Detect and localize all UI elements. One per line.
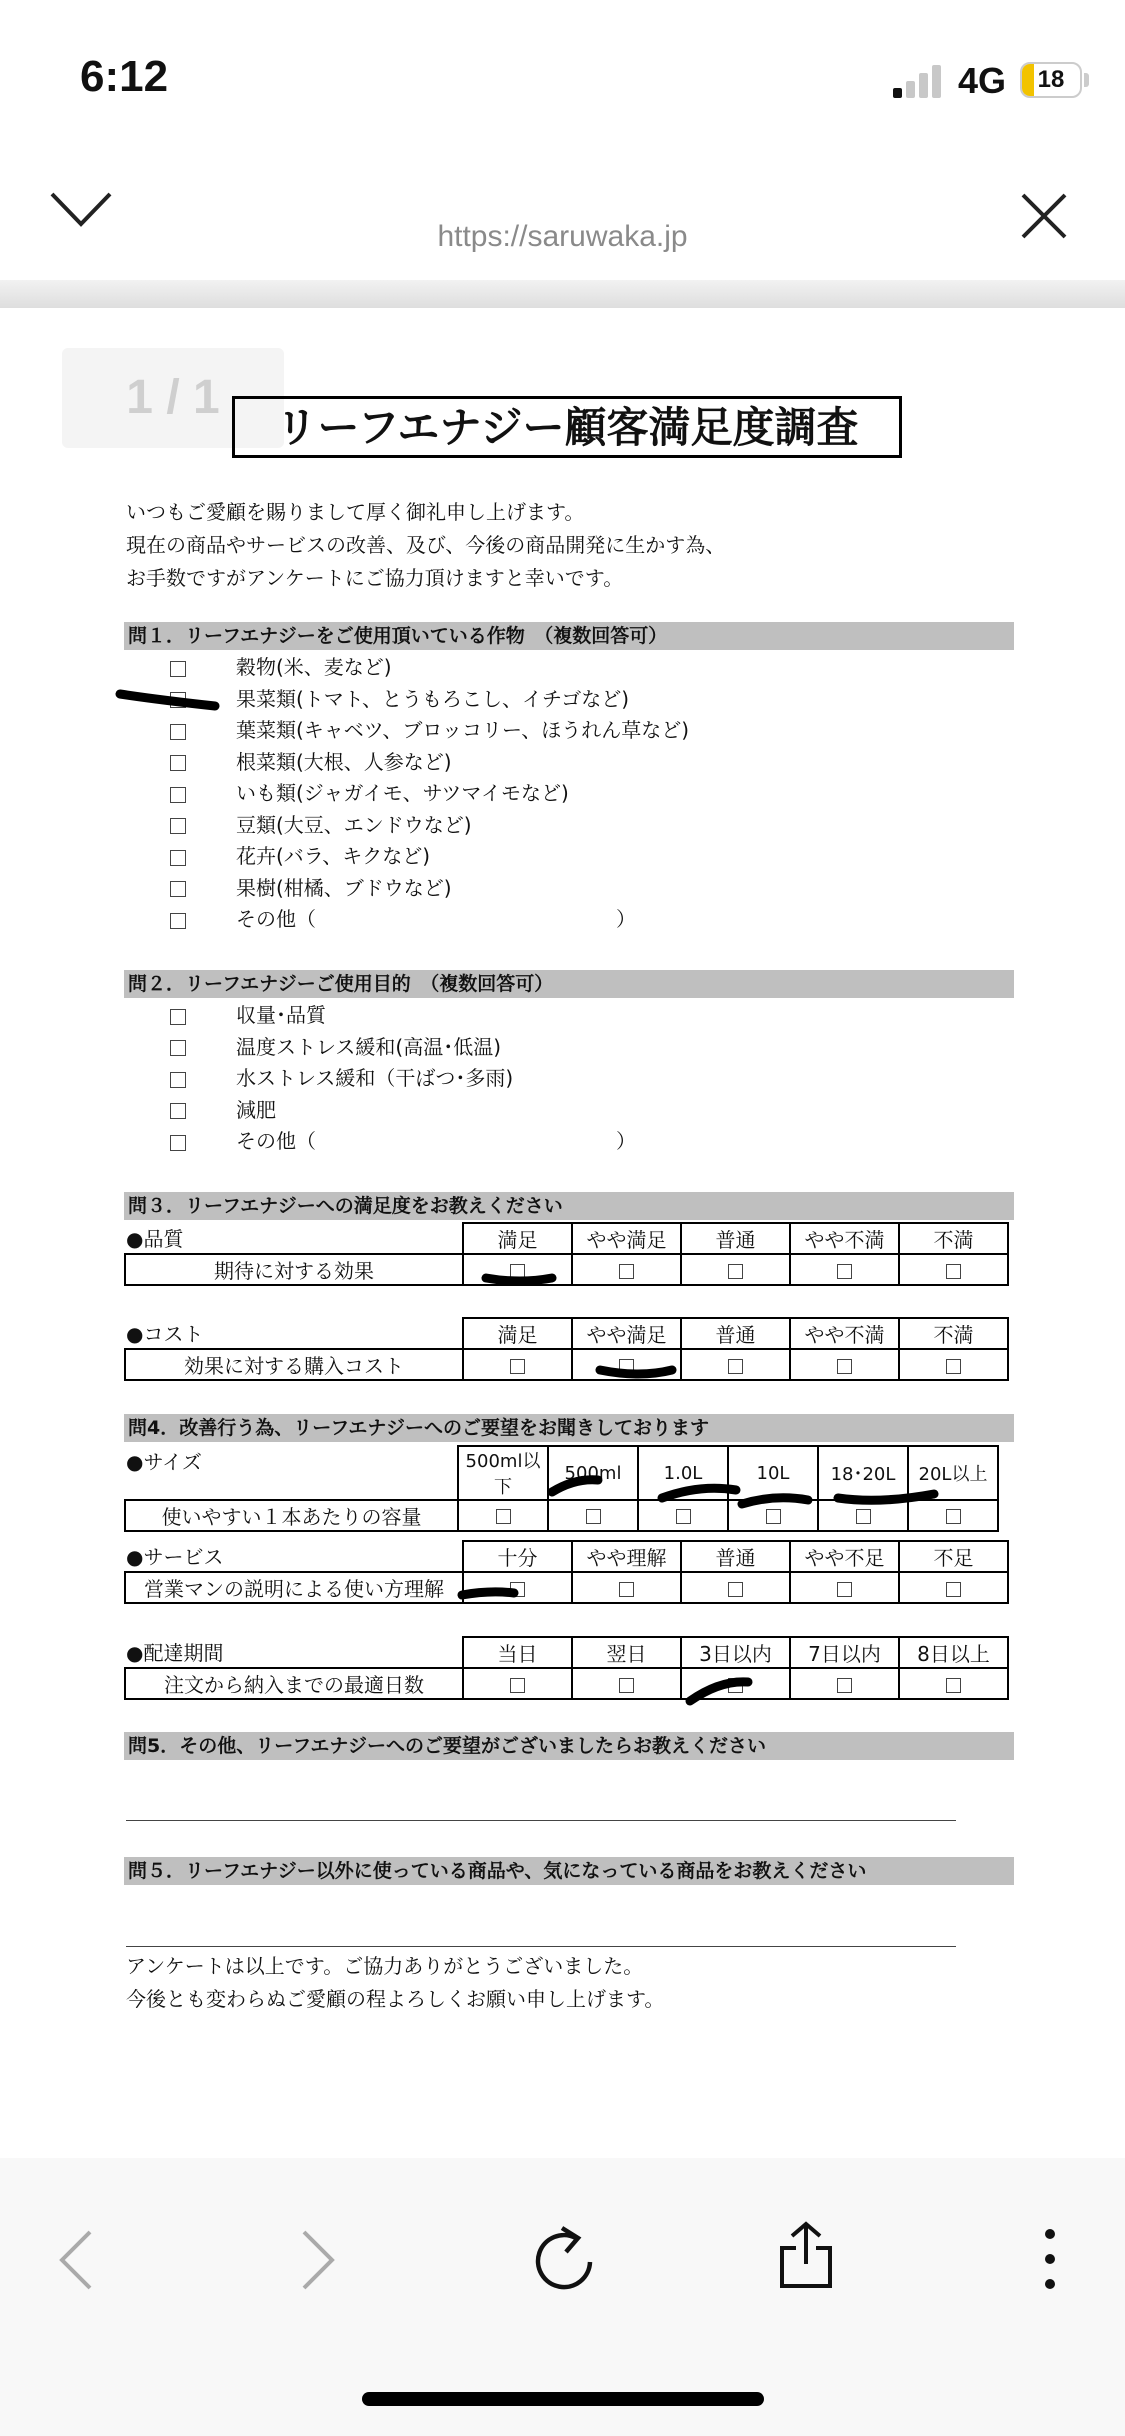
column-header: 普通 (681, 1318, 790, 1349)
browser-header (0, 160, 1125, 280)
column-header: 十分 (463, 1541, 572, 1572)
column-header: やや不足 (790, 1541, 899, 1572)
column-header: 20L以上 (908, 1446, 998, 1500)
column-header: 3日以内 (681, 1637, 790, 1668)
column-header: やや不満 (790, 1318, 899, 1349)
list-item[interactable]: 温度ストレス緩和(高温･低温) (170, 1032, 636, 1064)
column-header: 1.0L (638, 1446, 728, 1500)
list-item[interactable]: 果菜類(トマト、とうもろこし、イチゴなど) (170, 684, 689, 716)
page-indicator: 1 / 1 (62, 348, 284, 448)
row-label: 営業マンの説明による使い方理解 (125, 1572, 463, 1603)
row-label: 期待に対する効果 (125, 1254, 463, 1285)
service-section: ●サービス (126, 1545, 224, 1569)
document-title: リーフエナジー顧客満足度調査 (232, 396, 902, 458)
cost-section: ●コスト (126, 1322, 204, 1346)
list-item[interactable]: いも類(ジャガイモ、サツマイモなど) (170, 778, 689, 810)
header-separator (0, 280, 1125, 308)
q3-heading: 問３．リーフエナジーへの満足度をお教えください (124, 1192, 1014, 1220)
share-icon[interactable] (776, 2220, 836, 2292)
back-icon[interactable] (56, 2228, 96, 2292)
reload-icon[interactable] (532, 2224, 596, 2292)
closing-line: アンケートは以上です。ご協力ありがとうございました。 (126, 1954, 644, 1978)
row-label: 効果に対する購入コスト (125, 1349, 463, 1380)
list-item[interactable]: 根菜類(大根、人参など) (170, 747, 689, 779)
column-header: 不満 (899, 1318, 1008, 1349)
column-header: 18･20L (818, 1446, 908, 1500)
column-header: 7日以内 (790, 1637, 899, 1668)
list-item[interactable]: 穀物(米、麦など) (170, 652, 689, 684)
list-item[interactable]: 果樹(柑橘、ブドウなど) (170, 873, 689, 905)
more-icon[interactable] (1042, 2226, 1058, 2292)
list-item[interactable]: その他（ ） (170, 904, 689, 936)
column-header: 満足 (463, 1318, 572, 1349)
size-section: ●サイズ (126, 1450, 202, 1474)
q4-heading: 問4．改善行う為、リーフエナジーへのご要望をお聞きしております (124, 1414, 1014, 1442)
column-header: 8日以上 (899, 1637, 1008, 1668)
q5b-heading: 問５．リーフエナジー以外に使っている商品や、気になっている商品をお教えください (124, 1857, 1014, 1885)
column-header: 翌日 (572, 1637, 681, 1668)
handwritten-marks (0, 308, 1125, 2158)
q1-heading: 問１．リーフエナジーをご使用頂いている作物 （複数回答可） (124, 622, 1014, 650)
column-header: 不足 (899, 1541, 1008, 1572)
forward-icon[interactable] (298, 2228, 338, 2292)
column-header: 普通 (681, 1223, 790, 1254)
q2-heading: 問２．リーフエナジーご使用目的 （複数回答可） (124, 970, 1014, 998)
list-item[interactable]: 豆類(大豆、エンドウなど) (170, 810, 689, 842)
column-header: 10L (728, 1446, 818, 1500)
list-item[interactable]: 水ストレス緩和（干ばつ･多雨) (170, 1063, 636, 1095)
list-item[interactable]: 葉菜類(キャベツ、ブロッコリー、ほうれん草など) (170, 715, 689, 747)
url-text[interactable]: https://saruwaka.jp (437, 220, 688, 253)
intro-line: 現在の商品やサービスの改善、及び、今後の商品開発に生かす為、 (126, 533, 726, 557)
status-bar (0, 0, 1125, 160)
battery-level: 18 (1037, 66, 1065, 93)
intro-line: いつもご愛顧を賜りまして厚く御礼申し上げます。 (126, 500, 585, 524)
list-item[interactable]: 減肥 (170, 1095, 636, 1127)
q5a-heading: 問5．その他、リーフエナジーへのご要望がございましたらお教えください (124, 1732, 1014, 1760)
column-header: やや理解 (572, 1541, 681, 1572)
signal-icon (893, 64, 945, 98)
home-indicator (362, 2392, 764, 2406)
quality-section: ●品質 (126, 1227, 184, 1251)
list-item[interactable]: その他（ ） (170, 1126, 636, 1158)
network-type: 4G (958, 60, 1007, 101)
survey-document[interactable] (0, 308, 1125, 2158)
column-header: やや不満 (790, 1223, 899, 1254)
column-header: 当日 (463, 1637, 572, 1668)
column-header: 不満 (899, 1223, 1008, 1254)
close-icon[interactable] (1020, 192, 1068, 240)
column-header: やや満足 (572, 1223, 681, 1254)
battery-icon (1020, 62, 1082, 98)
column-header: 満足 (463, 1223, 572, 1254)
status-time: 6:12 (80, 52, 169, 101)
column-header: やや満足 (572, 1318, 681, 1349)
intro-line: お手数ですがアンケートにご協力頂けますと幸いです。 (126, 566, 624, 590)
column-header: 500ml (548, 1446, 638, 1500)
row-label: 使いやすい１本あたりの容量 (125, 1500, 458, 1531)
column-header: 普通 (681, 1541, 790, 1572)
delivery-section: ●配達期間 (126, 1641, 224, 1665)
list-item[interactable]: 収量･品質 (170, 1000, 636, 1032)
column-header: 500ml以下 (458, 1446, 548, 1500)
row-label: 注文から納入までの最適日数 (125, 1668, 463, 1699)
closing-line: 今後とも変わらぬご愛顧の程よろしくお願い申し上げます。 (126, 1987, 665, 2011)
list-item[interactable]: 花卉(バラ、キクなど) (170, 841, 689, 873)
